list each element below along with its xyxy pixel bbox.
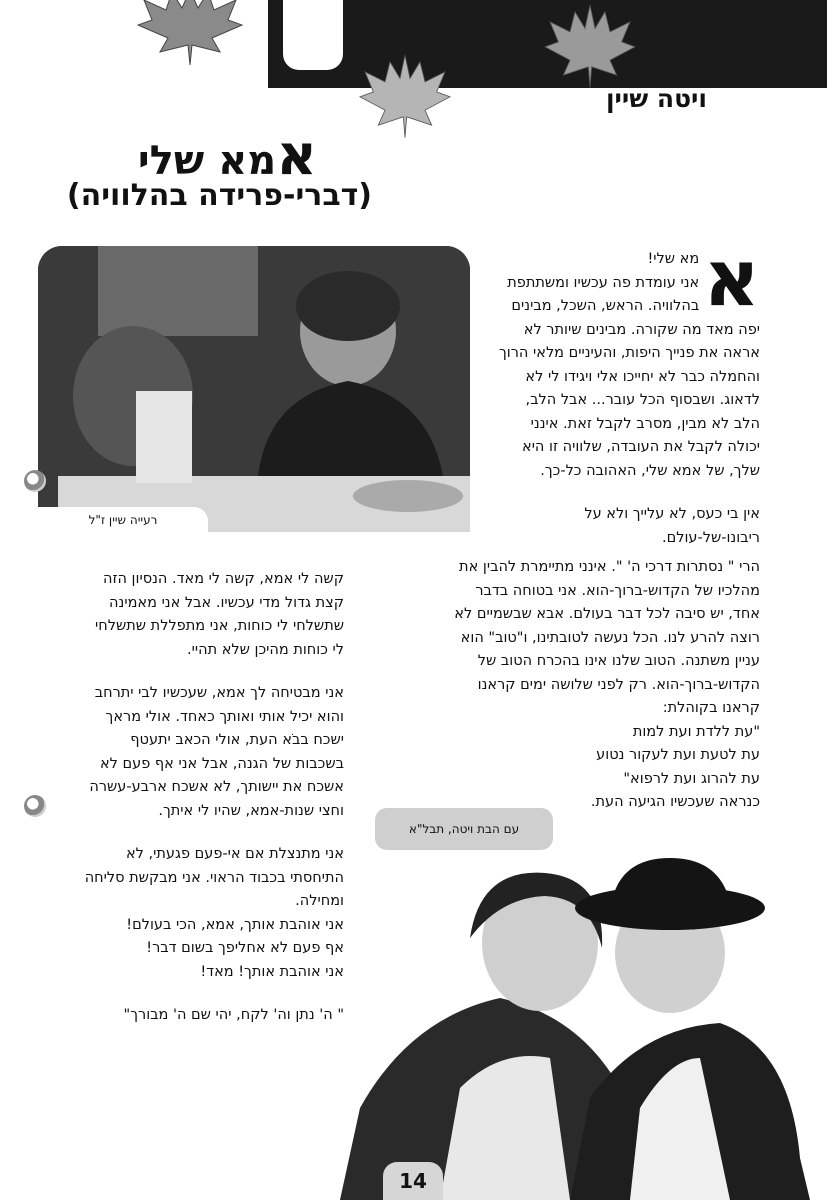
photo-mother-caption: רעייה שיין ז"ל: [38, 507, 208, 533]
page-number: 14: [383, 1162, 443, 1200]
paragraph: אני עומדת פה עכשיו ומשתתפת בהלוויה. הראש, השכל, מבינים יפה מאד מה שקורה. מבינים שיותר לא אראה את פנייך היפות, והעיניים מלאי הרוך והחמלה כבר לא יחייכו אלי ויגידו לי לא לדאוג. ושבסוף הכל עובר... אבל הלב, הלב לא מבין, מסרב לקבל זאת. אינני יכולה לקבל את העובדה, שלוויה זו היא שלך, של אמא שלי, האהובה כל-כך.: [499, 274, 760, 479]
article-subtitle: (דברי-פרידה בהלוויה): [66, 178, 372, 213]
love-line: אני אוהבת אותך! מאד!: [200, 963, 344, 980]
maple-leaf-icon: [540, 0, 640, 92]
photo-daughter-caption: עם הבת ויטה, תבל"א: [375, 808, 553, 850]
quote-line: עת להרוג ועת לרפוא": [623, 770, 760, 787]
paragraph: קשה לי אמא, קשה לי מאד. הנסיון הזה קצת גדול מדי עכשיו. אבל אני מאמינה שתשלחי לי כוחות, אני מתפללת שתשלחי לי כוחות מהיכן שלא תהיי.: [95, 571, 344, 658]
drop-cap: א: [703, 234, 760, 324]
paragraph: כנראה שעכשיו הגיעה העת.: [590, 794, 760, 810]
love-line: אני אוהבת אותך, אמא, הכי בעולם!: [126, 916, 344, 933]
closing-verse: " ה' נתן וה' לקח, יהי שם ה' מבורך": [123, 1007, 344, 1023]
maple-leaf-icon: [355, 48, 455, 144]
maple-leaf-icon: [130, 0, 250, 70]
paragraph: הרי " נסתרות דרכי ה' ". אינני מתיימרת להבין את מהלכיו של הקדוש-ברוך-הוא. אני בטוחה בדבר אחד, יש סיבה לכל דבר בעולם. אבא שבשמיים לא רוצה להרע לנו. הכל נעשה לטובתינו, ו"טוב" הוא עניין משתנה. הטוב שלנו אינו בהכרח הטוב של הקדוש-ברוך-הוא. רק לפני שלושה ימים קראנו קראנו בקוהלת:: [454, 559, 760, 716]
article-column-right-middle: [448, 556, 760, 815]
paragraph: אני מבטיחה לך אמא, שעכשיו לבי יתרחב והוא יכיל אותי ואותך כאחד. אולי מראך ישכח בבֹא העת, אולי הכאב יתעטף בשכבות של הגנה, אבל אני אף פעם לא אשכח את יישותך, לא אשכח ארבע-עשרה וחצי שנות-אמא, שהיו לי איתך.: [89, 685, 344, 819]
article-title: [137, 123, 317, 188]
header-cut: [283, 0, 343, 70]
title-initial: א: [276, 123, 317, 188]
author-name: ויטה שיין: [605, 84, 707, 113]
quote-line: עת לטעת ועת לעקור נטוע: [596, 747, 760, 763]
article-column-left: [82, 568, 344, 1028]
opening-line: מא שלי!: [647, 251, 700, 267]
binder-hole-icon: [24, 795, 46, 817]
photo-daughter: [340, 858, 810, 1200]
paragraph: אין בי כעס, לא עלייך ולא על ריבונו-של-עולם.: [584, 506, 760, 546]
binder-hole-icon: [24, 470, 46, 492]
article-column-right-top: [498, 234, 760, 570]
photo-mother: [38, 246, 470, 532]
title-rest: מא שלי: [137, 138, 277, 184]
love-line: אף פעם לא אחליפך בשום דבר!: [146, 940, 344, 956]
paragraph: אני מתנצלת אם אי-פעם פגעתי, לא התיחסתי בכבוד הראוי. אני מבקשת סליחה ומחילה.: [84, 846, 344, 909]
photo-mother-image: [38, 246, 470, 532]
photo-daughter-image: [340, 858, 810, 1200]
quote-line: "עת ללדת ועת למות: [632, 723, 760, 740]
